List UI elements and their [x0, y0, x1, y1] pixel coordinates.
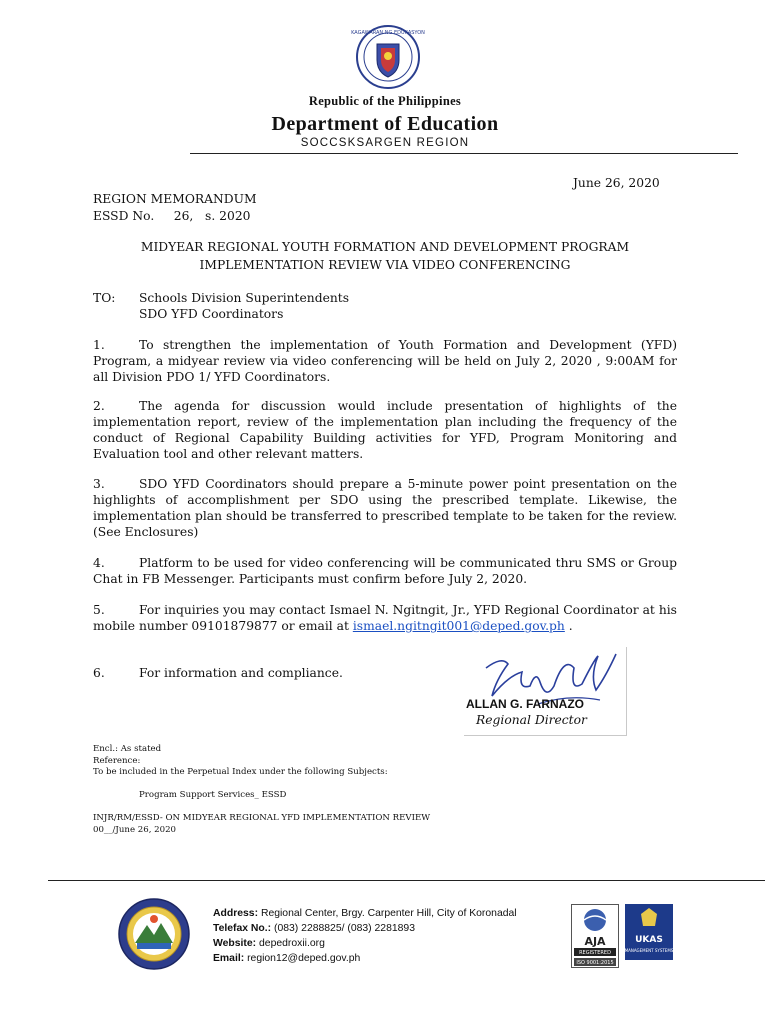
subject-note: Program Support Services_ ESSD: [139, 790, 287, 800]
telefax-line: Telefax No.: (083) 2288825/ (083) 2281893: [213, 923, 415, 934]
memo-number: ESSD No. 26, s. 2020: [93, 209, 251, 223]
aja-iso: ISO 9001:2015: [576, 960, 614, 966]
to-label: TO:: [93, 291, 116, 305]
email-line: Email: region12@deped.gov.ph: [213, 953, 361, 964]
paragraph-text: Platform to be used for video conferencing will be communicated thru SMS or Group Chat in FB Messenger. Participants must confirm before July 2, 2020.: [93, 556, 677, 586]
paragraph-text: SDO YFD Coordinators should prepare a 5-minute power point presentation on the highlights of accomplishment per SDO using the prescribed template. Likewise, the implementation plan should be transferred to prescribed template to be taken for the review. (See Enclosures): [93, 477, 677, 539]
aja-registered: REGISTERED: [579, 950, 611, 956]
paragraph-4: [93, 555, 677, 587]
paragraph-number: 3.: [93, 477, 105, 491]
memo-title-line1: MIDYEAR REGIONAL YOUTH FORMATION AND DEVELOPMENT PROGRAM: [140, 240, 630, 254]
website-line: Website: depedroxii.org: [213, 938, 325, 949]
paragraph-3: [93, 476, 677, 540]
contact-email-link[interactable]: ismael.ngitngit001@deped.gov.ph: [352, 619, 565, 633]
tracking-date: 00__/June 26, 2020: [93, 825, 177, 835]
enclosure-note: Encl.: As stated: [93, 744, 162, 754]
contact-info: [213, 906, 517, 966]
paragraph-5: [93, 602, 677, 634]
memo-date: June 26, 2020: [573, 176, 660, 190]
paragraph-trail: .: [564, 619, 573, 633]
tracking-code: INJR/RM/ESSD- ON MIDYEAR REGIONAL YFD IMPLEMENTATION REVIEW: [93, 813, 431, 823]
recipient: Schools Division Superintendents: [139, 291, 350, 305]
paragraph-text: For information and compliance.: [139, 666, 343, 680]
email-link[interactable]: region12@deped.gov.ph: [247, 953, 361, 964]
signatory-title: Regional Director: [476, 713, 587, 727]
website-link[interactable]: depedroxii.org: [259, 938, 325, 949]
department-heading: Department of Education: [271, 113, 499, 135]
paragraph-number: 4.: [93, 556, 105, 570]
paragraph-number: 6.: [93, 666, 105, 680]
signatory-name: ALLAN G. FARNAZO: [466, 697, 584, 711]
region-heading: SOCCSKSARGEN REGION: [300, 137, 470, 149]
memo-type: REGION MEMORANDUM: [93, 192, 257, 206]
ukas-label: UKAS: [635, 935, 663, 945]
paragraph-text: The agenda for discussion would include presentation of highlights of the implementation report, review of the implementation plan including the frequency of the conduct of Regional Capability Building activities for YFD, Program Monitoring and Evaluation tool and other relevant matters.: [93, 399, 677, 461]
paragraph-2: [93, 398, 677, 462]
aja-label: AJA: [584, 935, 606, 948]
reference-note: Reference:: [93, 756, 141, 766]
paragraph-number: 2.: [93, 399, 105, 413]
recipient: SDO YFD Coordinators: [139, 307, 284, 321]
memo-title-line2: IMPLEMENTATION REVIEW VIA VIDEO CONFERENCING: [199, 258, 571, 272]
paragraph-number: 1.: [93, 338, 105, 352]
paragraph-text: To strengthen the implementation of Youth Formation and Development (YFD) Program, a midyear review via video conferencing will be held on July 2, 2020 , 9:00AM for all Division PDO 1/ YFD Coordinators.: [93, 338, 677, 384]
paragraph-1: [93, 337, 677, 385]
perpetual-index-note: To be included in the Perpetual Index under the following Subjects:: [93, 767, 388, 777]
seal-text: KAGAWARAN NG EDUKASYON: [351, 30, 425, 36]
republic-heading: Republic of the Philippines: [308, 94, 462, 108]
footer-divider: [48, 880, 765, 881]
ukas-certification-logo: [625, 904, 673, 968]
ukas-sub: MANAGEMENT SYSTEMS: [624, 948, 674, 953]
deped-seal-logo: [351, 22, 425, 92]
regional-office-seal-logo: [117, 897, 191, 971]
aja-certification-logo: [571, 904, 619, 968]
paragraph-text: For inquiries you may contact Ismael N. Ngitngit, Jr., YFD Regional Coordinator at his mobile number 09101879877 or email at: [93, 603, 677, 633]
header-divider: [190, 153, 738, 154]
paragraph-number: 5.: [93, 603, 105, 617]
address-line: Address: Regional Center, Brgy. Carpenter Hill, City of Koronadal: [213, 908, 517, 919]
